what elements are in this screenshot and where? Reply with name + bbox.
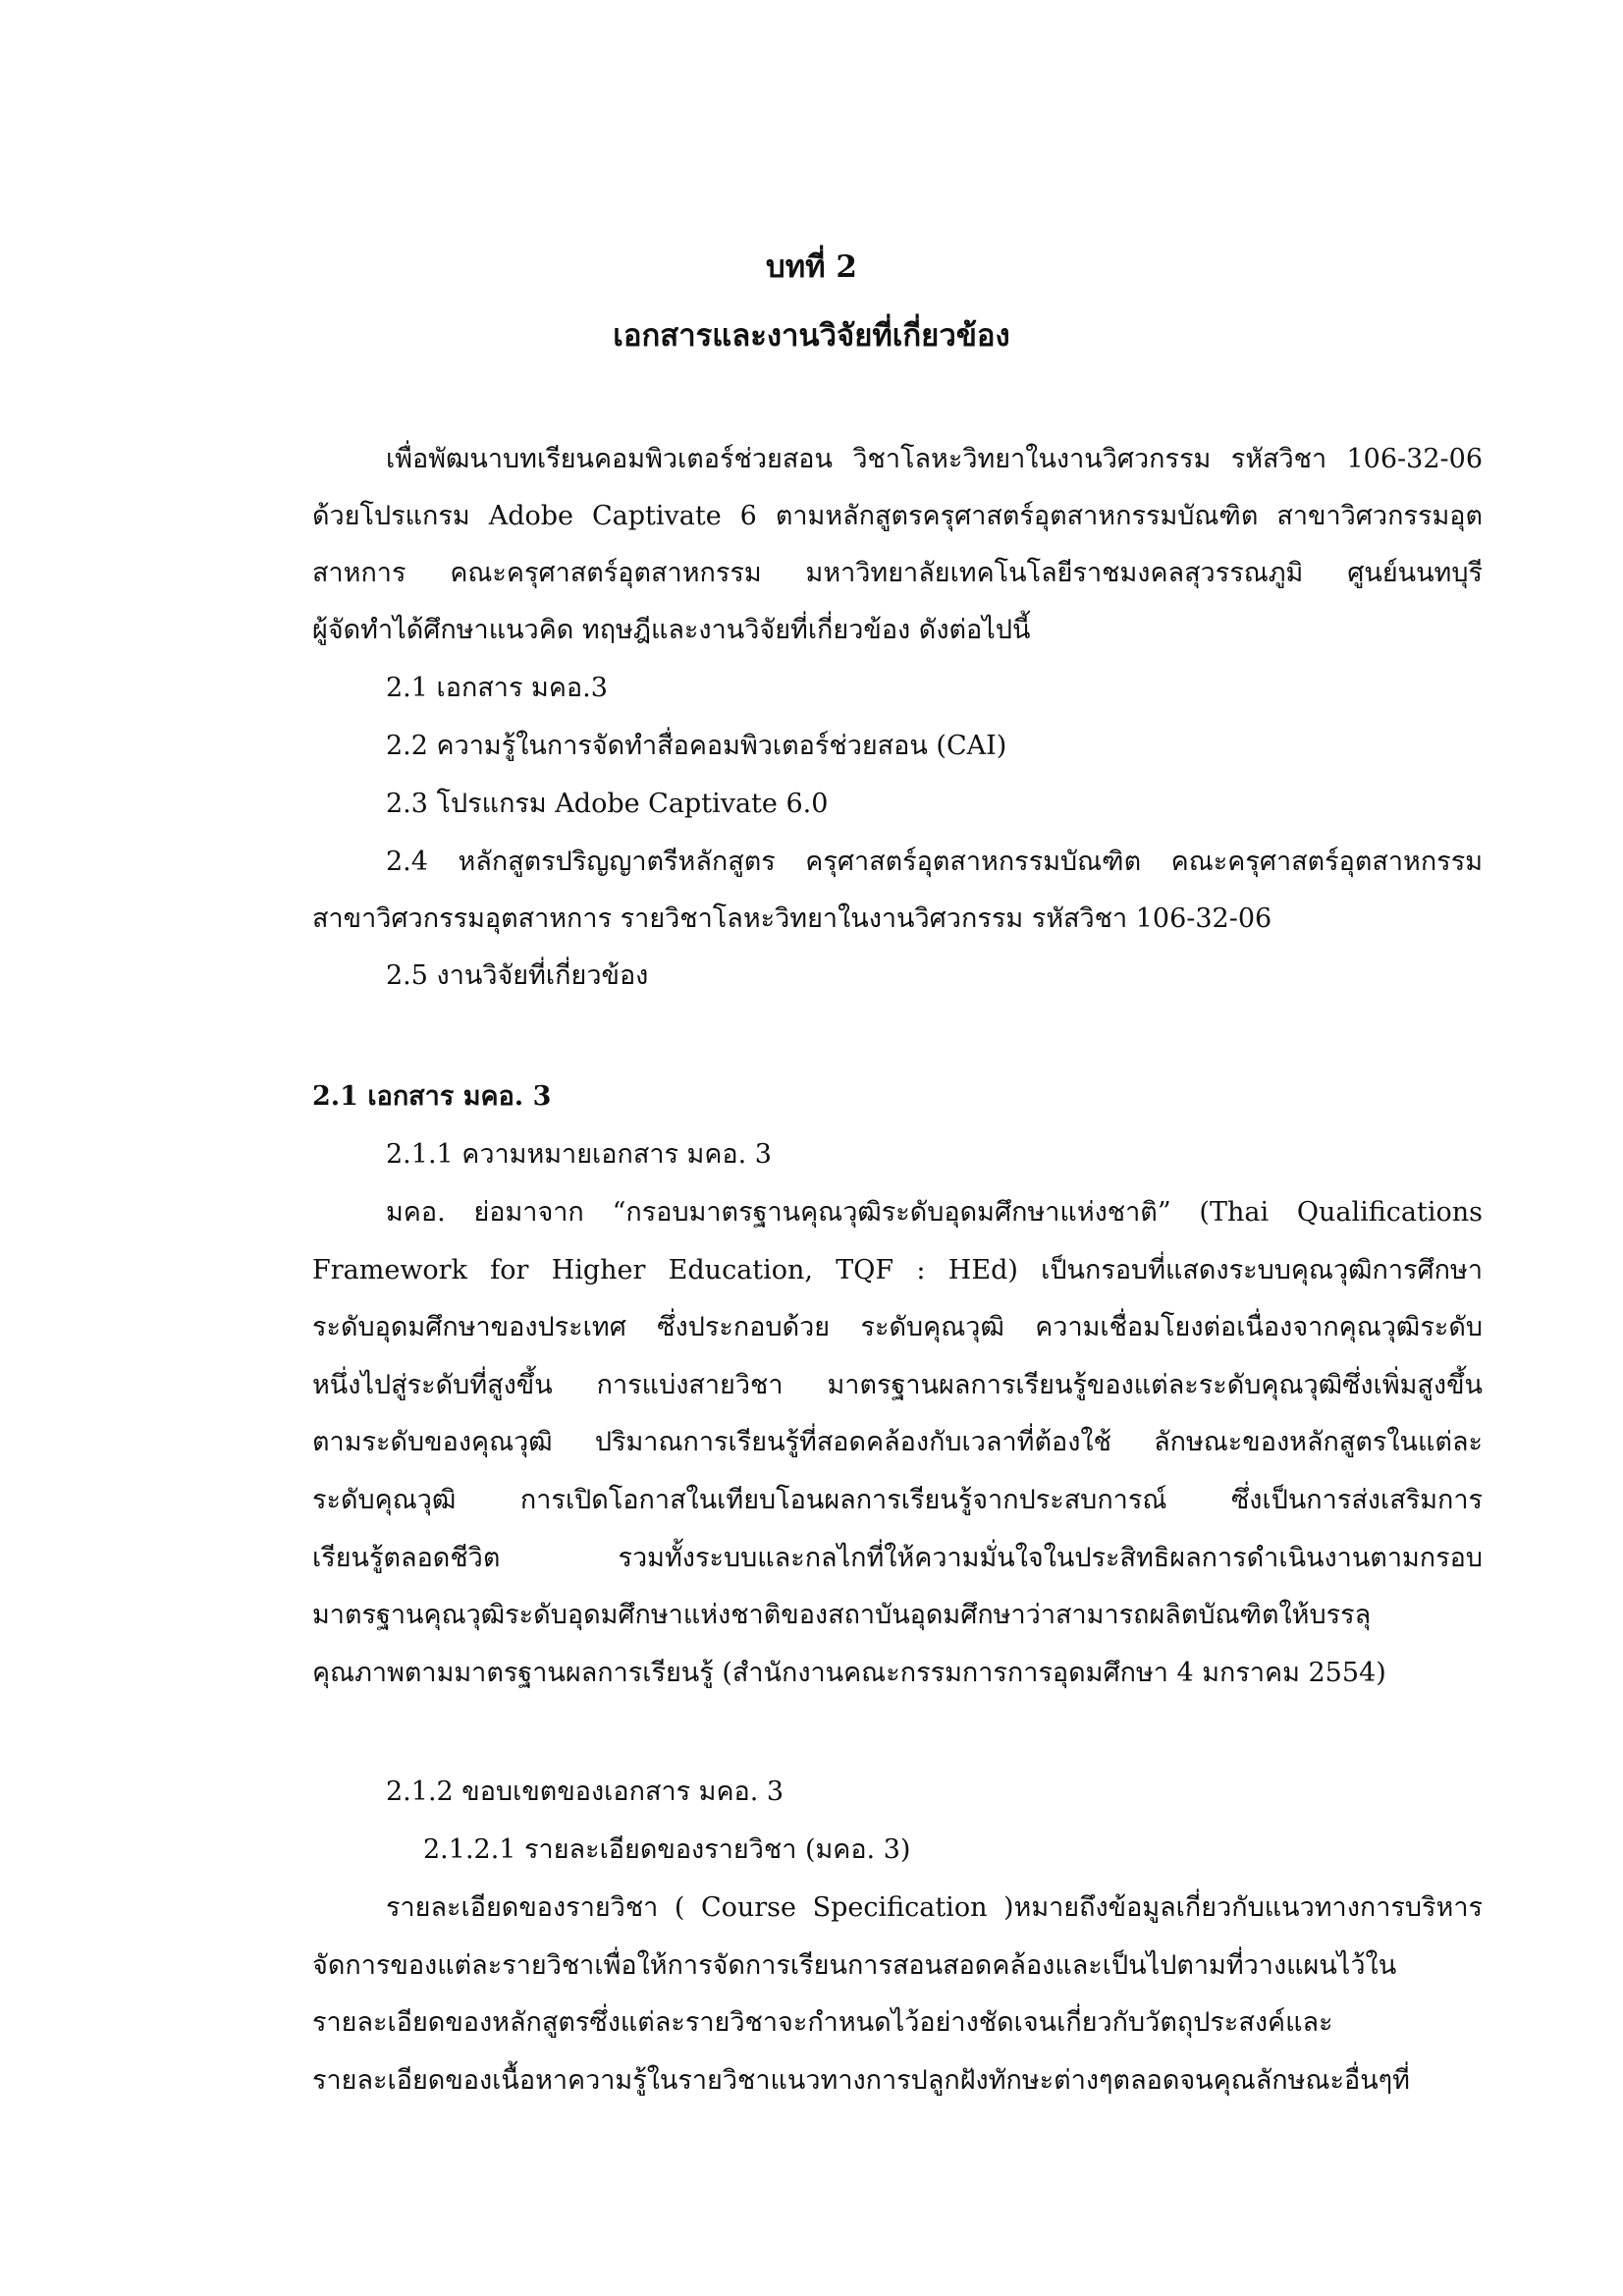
chapter-number: บทที่ 2 [766, 249, 857, 285]
paragraph-2-1-1-line-5: ตามระดับของคุณวุฒิ ปริมาณการเรียนรู้ที่สอดคล้องกับเวลาที่ต้องใช้ ลักษณะของหลักสูตรในแต่ละ [312, 1427, 1483, 1457]
intro-line-3: สาหการ คณะครุศาสตร์อุตสาหกรรม มหาวิทยาลัยเทคโนโลยีราชมงคลสุวรรณภูมิ ศูนย์นนทบุรี [312, 558, 1483, 588]
subsection-2-1-1-heading: 2.1.1 ความหมายเอกสาร มคอ. 3 [386, 1139, 772, 1170]
paragraph-2-1-2-1-line-3: รายละเอียดของหลักสูตรซึ่งแต่ละรายวิชาจะกำหนดไว้อย่างชัดเจนเกี่ยวกับวัตถุประสงค์และ [312, 2007, 1333, 2038]
paragraph-2-1-1-line-9: คุณภาพตามมาตรฐานผลการเรียนรู้ (สำนักงานคณะกรรมการการอุดมศึกษา 4 มกราคม 2554) [312, 1658, 1386, 1688]
paragraph-2-1-1-line-8: มาตรฐานคุณวุฒิระดับอุดมศึกษาแห่งชาติของสถาบันอุดมศึกษาว่าสามารถผลิตบัณฑิตให้บรรลุ [312, 1600, 1372, 1630]
intro-line-2: ด้วยโปรแกรม Adobe Captivate 6 ตามหลักสูตรครุศาสตร์อุตสาหกรรมบัณฑิต สาขาวิศวกรรมอุต [312, 501, 1483, 531]
toc-item-4-line-2: สาขาวิศวกรรมอุตสาหการ รายวิชาโลหะวิทยาในงานวิศวกรรม รหัสวิชา 106-32-06 [312, 903, 1272, 934]
paragraph-2-1-2-1-line-1: รายละเอียดของรายวิชา ( Course Specification )หมายถึงข้อมูลเกี่ยวกับแนวทางการบริหาร [386, 1892, 1483, 1923]
paragraph-2-1-1-line-2: Framework for Higher Education, TQF : HEd) เป็นกรอบที่แสดงระบบคุณวุฒิการศึกษา [312, 1255, 1483, 1285]
paragraph-2-1-1-line-7: เรียนรู้ตลอดชีวิต รวมทั้งระบบและกลไกที่ให้ความมั่นใจในประสิทธิผลการดำเนินงานตามกรอบ [312, 1543, 1483, 1573]
toc-item-3: 2.3 โปรแกรม Adobe Captivate 6.0 [386, 789, 829, 819]
intro-line-4: ผู้จัดทำได้ศึกษาแนวคิด ทฤษฎีและงานวิจัยที่เกี่ยวข้อง ดังต่อไปนี้ [312, 615, 1031, 645]
paragraph-2-1-2-1-line-2: จัดการของแต่ละรายวิชาเพื่อให้การจัดการเรียนการสอนสอดคล้องและเป็นไปตามที่วางแผนไว้ใน [312, 1950, 1397, 1981]
chapter-title: เอกสารและงานวิจัยที่เกี่ยวข้อง [613, 318, 1010, 354]
toc-item-1: 2.1 เอกสาร มคอ.3 [386, 673, 608, 703]
paragraph-2-1-2-1-line-4: รายละเอียดของเนื้อหาความรู้ในรายวิชาแนวทางการปลูกฝังทักษะต่างๆตลอดจนคุณลักษณะอื่นๆที่ [312, 2065, 1410, 2096]
paragraph-2-1-1-line-3: ระดับอุดมศึกษาของประเทศ ซึ่งประกอบด้วย ระดับคุณวุฒิ ความเชื่อมโยงต่อเนื่องจากคุณวุฒิระดับ [312, 1312, 1483, 1342]
toc-item-4-line-1: 2.4 หลักสูตรปริญญาตรีหลักสูตร ครุศาสตร์อุตสาหกรรมบัณฑิต คณะครุศาสตร์อุตสาหกรรม [386, 847, 1483, 877]
paragraph-2-1-1-line-4: หนึ่งไปสู่ระดับที่สูงขึ้น การแบ่งสายวิชา มาตรฐานผลการเรียนรู้ของแต่ละระดับคุณวุฒิซึ่งเพิ่มสูงขึ้น [312, 1370, 1483, 1400]
section-2-1-heading: 2.1 เอกสาร มคอ. 3 [312, 1081, 552, 1112]
intro-line-1: เพื่อพัฒนาบทเรียนคอมพิวเตอร์ช่วยสอน วิชาโลหะวิทยาในงานวิศวกรรม รหัสวิชา 106-32-06 [386, 444, 1483, 474]
toc-item-5: 2.5 งานวิจัยที่เกี่ยวข้อง [386, 960, 649, 991]
subsection-2-1-2-heading: 2.1.2 ขอบเขตของเอกสาร มคอ. 3 [386, 1777, 784, 1807]
toc-item-2: 2.2 ความรู้ในการจัดทำสื่อคอมพิวเตอร์ช่วยสอน (CAI) [386, 731, 1007, 761]
paragraph-2-1-1-line-6: ระดับคุณวุฒิ การเปิดโอกาสในเทียบโอนผลการเรียนรู้จากประสบการณ์ ซึ่งเป็นการส่งเสริมการ [312, 1485, 1483, 1515]
paragraph-2-1-1-line-1: มคอ. ย่อมาจาก “กรอบมาตรฐานคุณวุฒิระดับอุดมศึกษาแห่งชาติ” (Thai Qualifications [386, 1197, 1483, 1228]
subsection-2-1-2-1-heading: 2.1.2.1 รายละเอียดของรายวิชา (มคอ. 3) [423, 1834, 911, 1865]
